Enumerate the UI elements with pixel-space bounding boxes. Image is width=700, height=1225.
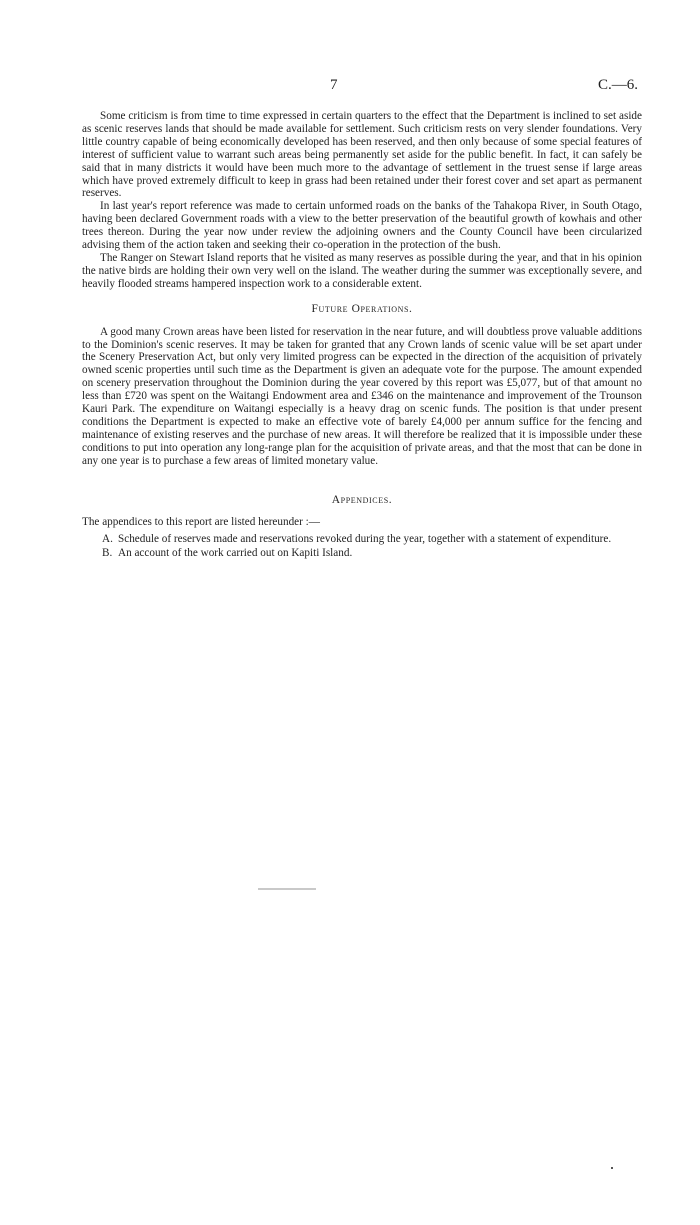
appendix-item [102, 533, 642, 546]
document-code: C.—6. [598, 77, 639, 93]
paragraph-future-operations: A good many Crown areas have been listed for reservation in the near future, and will doubtless prove valuable additions to the Dominion's scenic reserves. It may be taken for granted that any Crown lands of scenic value will be set apart under the Scenery Preservation Act, but only very limited progress can be expected in the direction of the acquisition of privately owned scenic properties until such time as the Department is given an adequate vote for the purpose. The amount expended on scenery preservation throughout the Dominion during the year covered by this report was £5,077, but of that amount no less than £720 was spent on the Waitangi Endowment area and £346 on the maintenance and improvement of the Trounson Kauri Park. The expenditure on Waitangi especially is a heavy drag on scenic funds. The position is that under present conditions the Department is expected to make an effective vote of barely £4,000 per annum suffice for the fencing and maintenance of existing reserves and the purchase of new areas. It will therefore be realized that it is impossible under these conditions to put into operation any long-range plan for the acquisition of private areas, and that the most that can be done in any one year is to purchase a few areas of limited monetary value. [82, 325, 642, 467]
paragraph-tahakopa-roads: In last year's report reference was made to certain unformed roads on the banks of the Tahakopa River, in South Otago, having been declared Government roads with a view to the better preservation of the beautiful growth of kowhais and other trees thereon. During the year now under review the adjoining owners and the County Council have been circularized advising them of the action taken and seeking their co-operation in the protection of the bush. [82, 200, 642, 252]
appendices-intro: The appendices to this report are listed hereunder :— [82, 516, 320, 529]
scan-dot [611, 1167, 613, 1169]
paragraph-criticism: Some criticism is from time to time expressed in certain quarters to the effect that the Department is inclined to set aside as scenic reserves lands that should be made available for settlement. Such criticism rests on very slender foundations. Very little country capable of being economically developed has been reserved, and then only because of some special features of interest of sufficient value to warrant such areas being permanently set aside for the public benefit. In fact, it can safely be said that in many districts it would have been much more to the advantage of settlement in the truest sense if large areas which have proved extremely difficult to keep in grass had been retained under their forest cover and set apart as permanent reserves. [82, 110, 642, 200]
heading-future-operations: Future Operations. [311, 302, 413, 315]
body-text [82, 110, 642, 561]
paragraph-stewart-island: The Ranger on Stewart Island reports that he visited as many reserves as possible during the year, and that in his opinion the native birds are holding their own very well on the island. The weather during the summer was exceptionally severe, and heavily flooded streams hampered inspection work to a considerable extent. [82, 251, 642, 290]
appendix-text: An account of the work carried out on Kapiti Island. [118, 547, 353, 560]
heading-appendices: Appendices. [331, 493, 393, 506]
scan-smudge [258, 888, 316, 890]
appendix-letter: B. [102, 547, 113, 560]
appendix-text: Schedule of reserves made and reservations revoked during the year, together with a statement of expenditure. [118, 533, 612, 546]
appendix-letter: A. [102, 533, 113, 546]
appendix-list [82, 533, 642, 560]
page-number: 7 [330, 77, 338, 93]
appendix-item [102, 547, 642, 560]
